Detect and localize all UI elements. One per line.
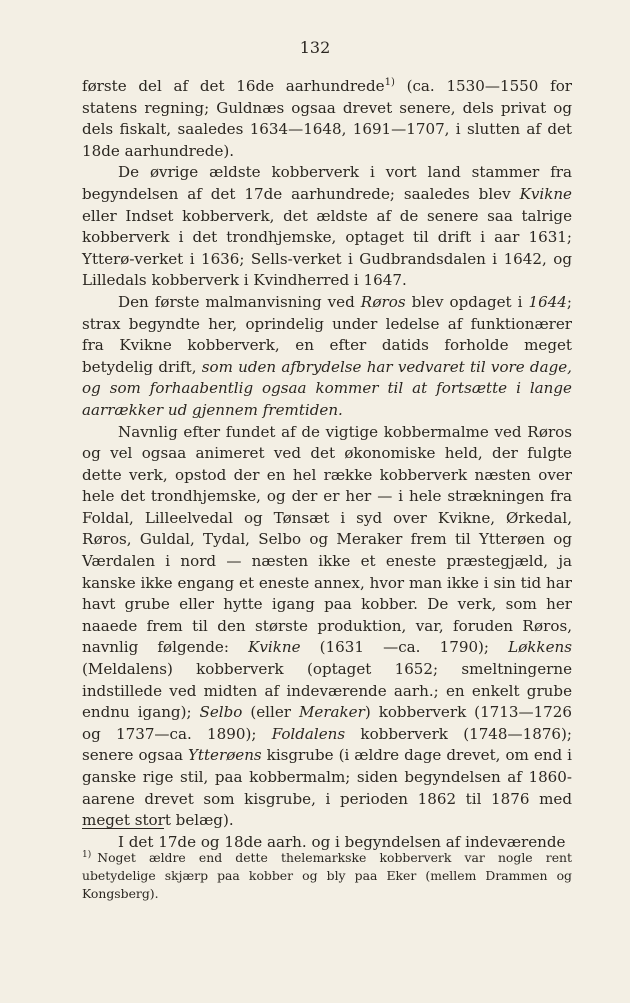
footnote [82,846,572,903]
text-run: ) kobberverk (1713—1726 og 1737—ca. 1890); [82,703,572,743]
italic-term: Selbo [199,703,243,722]
text-run: Navnlig efter fundet af de vigtige kobbermalme ved Røros og vel ogsaa animeret ved det økonomiske held, der fulgte dette verk, opstod der en hel række kobberverk næsten over hele det trondhjemske, og der er her — i hele strækningen fra Foldal, Lilleelvedal og Tønsæt i syd over Kvikne, Ørkedal, Røros, Guldal, Tydal, Selbo og Meraker frem til Ytterøen og Værdalen i nord — næsten ikke et eneste præstegjæld, ja kanske ikke engang et eneste annex, hvor man ikke i sin tid har havt grube eller hytte igang paa kobber. De verk, som her naaede frem til den største produktion, var, foruden Røros, navnlig følgende: [82,422,572,657]
italic-term: Ytterøens [187,746,262,765]
italic-term: 1644 [528,292,567,311]
text-run: (ca. 1530—1550 for statens regning; Guldnæs ogsaa drevet senere, dels privat og dels fiskalt, saaledes 1634—1648, 1691—1707, i slutten af det 18de aarhundrede). [82,77,573,160]
text-run: De øvrige ældste kobberverk i vort land stammer fra begyndelsen af det 17de aarhundrede; saaledes blev [82,163,572,203]
footnote-reference: 1) [384,76,395,88]
footnote-divider [82,828,164,829]
italic-term: Røros [360,292,406,311]
text-run: (Meldalens) kobberverk (optaget 1652; smeltningerne indstillede ved midten af indeværende aarh.; en enkelt grube endnu igang); [82,660,572,722]
italic-term: Meraker [298,703,365,722]
paragraph-2 [82,162,572,292]
text-run: ; strax begyndte her, oprindelig under ledelse af funktionærer fra Kvikne kobberverk, en efter datids forholde meget betydelig drift, [82,292,572,376]
italic-term: Kvikne [248,638,301,657]
text-run: kisgrube (i ældre dage drevet, om end i ganske rige stil, paa kobbermalm; siden begyndelsen af 1860-aarene drevet som kisgrube, i perioden 1862 til 1876 med meget stort belæg). [82,746,572,830]
body-text [82,76,572,853]
text-run: (eller [242,703,299,722]
footnote-text: Noget ældre end dette thelemarkske kobberverk var nogle rent ubetydelige skjærp paa kobber og bly paa Eker (mellem Drammen og Kongsberg). [82,850,572,901]
text-run: eller Indset kobberverk, det ældste af de senere saa talrige kobberverk i det trondhjemske, optaget til drift i aar 1631; Ytterø-verket i 1636; Sells-verket i Gudbrandsdalen i 1642, og Lilledals kobberverk i Kvindherred i 1647. [82,206,572,290]
italic-term: Foldalens [271,724,346,743]
page-number: 132 [299,38,331,57]
italic-term: Kvikne [519,184,572,203]
italic-phrase: som uden afbrydelse har vedvaret til vore dage, og som forhaabentlig ogsaa kommer til at fortsætte i lange aarrækker ud gjennem fremtiden. [82,357,572,419]
text-run: I det 17de og 18de aarh. og i begyndelsen af indeværende [118,832,566,851]
text-run: kobberverk (1748—1876); senere ogsaa [82,724,572,765]
paragraph-4 [82,422,572,832]
italic-term: Løkkens [508,638,572,657]
text-run: blev opdaget i [405,292,529,311]
footnote-mark: 1) [82,850,92,860]
text-run: (1631 —ca. 1790); [300,638,509,657]
paragraph-1 [82,76,572,162]
text-run: første del af det 16de aarhundrede [82,77,385,95]
text-run: Den første malmanvisning ved [118,292,361,311]
paragraph-3 [82,292,572,422]
